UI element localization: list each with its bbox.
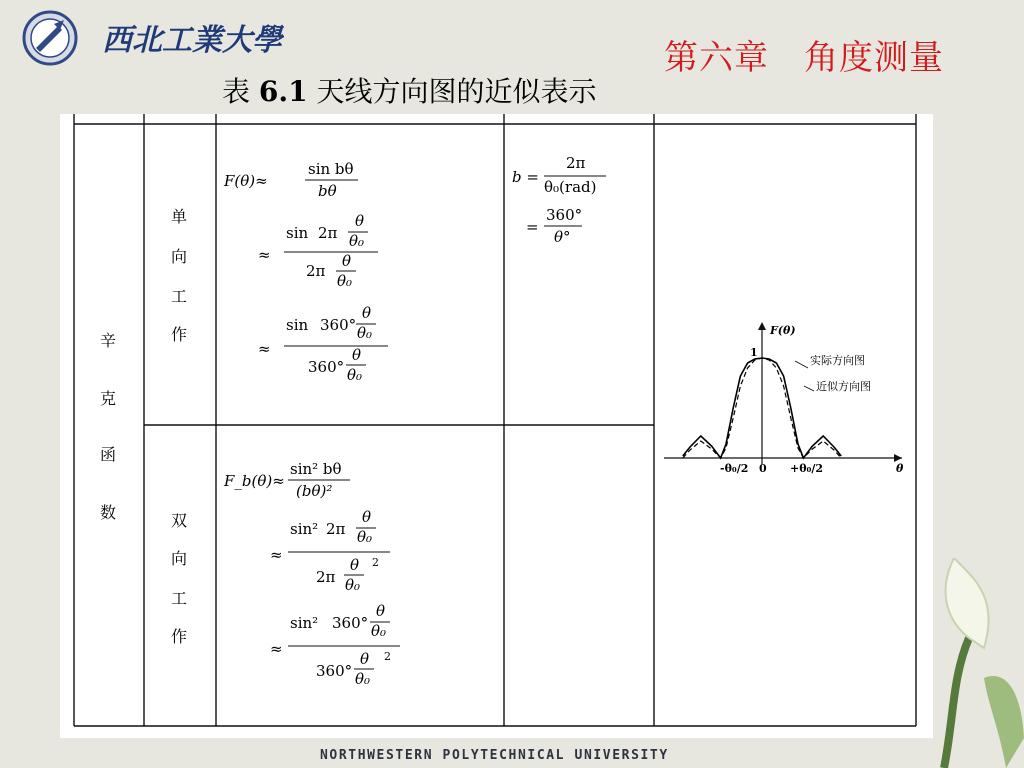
sin-word: sin (286, 316, 309, 334)
formula-lhs: F(θ)≈ (224, 172, 268, 190)
theta0: θ₀ (349, 232, 365, 250)
row1-b-definition (512, 154, 606, 246)
legend-label-approx: 近似方向图 (816, 380, 871, 393)
sin2-word: sin² (290, 614, 319, 632)
b-eq: = (526, 218, 539, 236)
theta: θ (360, 650, 370, 668)
row-header-char: 克 (99, 389, 117, 408)
row1-label-char: 单 (170, 207, 188, 226)
footer-university-name: NORTHWESTERN POLYTECHNICAL UNIVERSITY (320, 748, 669, 763)
approx-sign: ≈ (258, 340, 271, 358)
table-title (222, 70, 597, 110)
theta: θ (342, 252, 352, 270)
table-sheet (60, 114, 933, 738)
x-tick-label: +θ₀/2 (790, 462, 824, 475)
x-tick-label: -θ₀/2 (720, 462, 749, 475)
row-header-char: 辛 (99, 331, 117, 350)
square-exponent: 2 (384, 650, 391, 663)
two-pi: 2π (306, 262, 326, 280)
x-tick-label: 0 (759, 462, 767, 475)
formula-lhs: F_b(θ)≈ (224, 472, 285, 490)
chapter-title: 第六章 角度测量 (664, 38, 944, 78)
square-exponent: 2 (372, 556, 379, 569)
row1-label-char: 工 (170, 287, 188, 306)
deg-360: 360° (308, 358, 345, 376)
x-axis-arrow-icon (894, 454, 902, 462)
legend-leader-actual (795, 361, 808, 368)
row1-label (171, 207, 187, 344)
row2-label-char: 双 (170, 511, 188, 530)
b-den1: θ₀(rad) (544, 178, 597, 196)
theta0: θ₀ (355, 670, 371, 688)
theta: θ (352, 346, 362, 364)
two-pi: 2π (316, 568, 336, 586)
theta: θ (355, 212, 365, 230)
row1-formula (223, 160, 388, 384)
table-title-number: 6.1 (258, 75, 308, 108)
row-header-char: 函 (99, 445, 117, 464)
deg-360: 360° (320, 316, 357, 334)
row-header-sinc (100, 331, 116, 522)
deg-360: 360° (332, 614, 369, 632)
y-axis-arrow-icon (758, 322, 766, 330)
x-axis-label: θ (896, 462, 904, 475)
antenna-pattern-chart (664, 322, 904, 475)
theta: θ (350, 556, 360, 574)
approx-sign: ≈ (258, 246, 271, 264)
formula-numerator: sin bθ (308, 160, 354, 178)
formula-denominator: bθ (318, 182, 337, 200)
y-tick-label: 1 (750, 346, 758, 359)
formula-denominator: (bθ)² (296, 482, 333, 500)
table-title-text: 天线方向图的近似表示 (307, 75, 597, 108)
b-num1: 2π (566, 154, 586, 172)
theta0: θ₀ (347, 366, 363, 384)
sin-word: sin (286, 224, 309, 242)
university-emblem-icon (14, 6, 284, 68)
theta0: θ₀ (337, 272, 353, 290)
row2-label-char: 向 (170, 549, 188, 568)
theta: θ (362, 304, 372, 322)
calla-lily-decoration (914, 558, 1024, 768)
approximation-table (60, 114, 933, 738)
row1-label-char: 作 (170, 325, 188, 344)
legend-label-actual: 实际方向图 (810, 354, 865, 367)
university-name: 西北工業大學 (102, 23, 282, 58)
theta0: θ₀ (357, 324, 373, 342)
row2-formula (223, 460, 400, 688)
b-lhs: b = (512, 168, 539, 186)
theta0: θ₀ (371, 622, 387, 640)
two-pi: 2π (318, 224, 338, 242)
approx-sign: ≈ (270, 640, 283, 658)
theta0: θ₀ (345, 576, 361, 594)
b-den2: θ° (554, 228, 571, 246)
table-title-prefix: 表 (222, 75, 259, 108)
row1-label-char: 向 (170, 247, 188, 266)
deg-360: 360° (316, 662, 353, 680)
row2-label-char: 工 (170, 589, 188, 608)
sin2-word: sin² (290, 520, 319, 538)
row2-label (171, 511, 187, 646)
row2-label-char: 作 (170, 627, 188, 646)
b-num2: 360° (546, 206, 583, 224)
formula-numerator: sin² bθ (290, 460, 342, 478)
y-axis-label: F(θ) (770, 324, 796, 337)
theta: θ (376, 602, 386, 620)
approx-sign: ≈ (270, 546, 283, 564)
theta: θ (362, 508, 372, 526)
theta0: θ₀ (357, 528, 373, 546)
legend-leader-approx (804, 386, 814, 391)
two-pi: 2π (326, 520, 346, 538)
row-header-char: 数 (99, 503, 117, 522)
university-logo (14, 6, 284, 68)
